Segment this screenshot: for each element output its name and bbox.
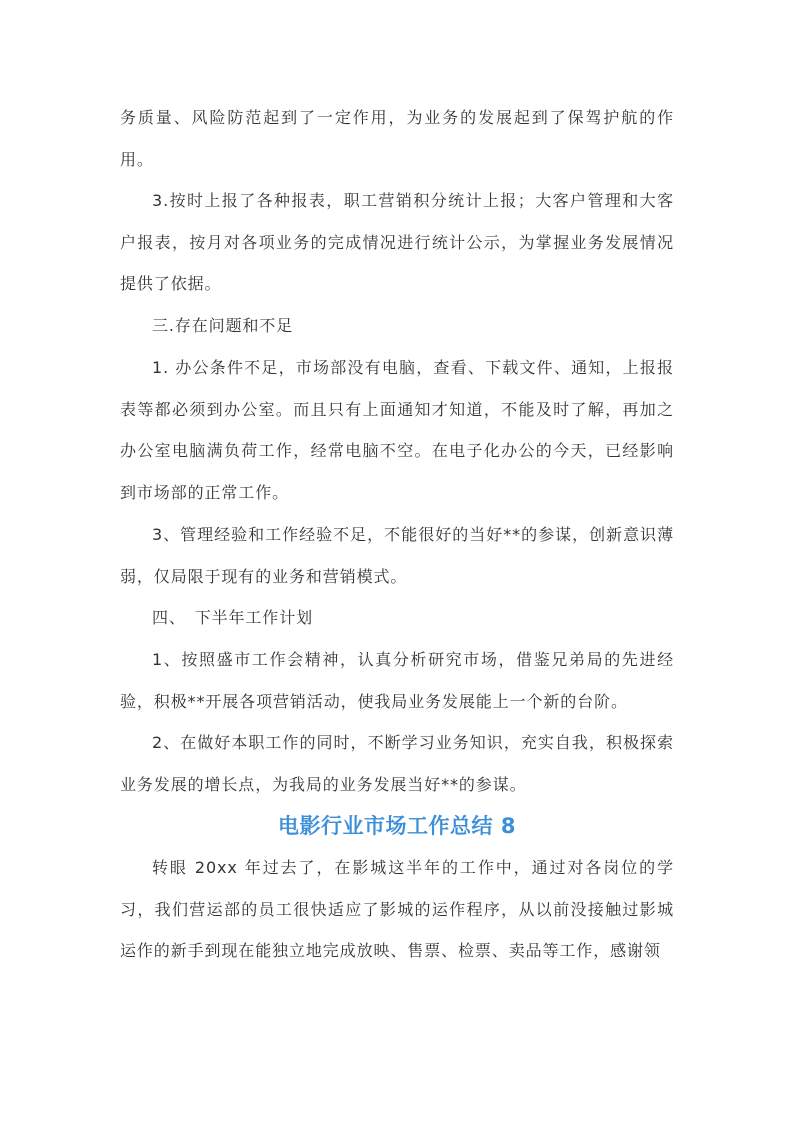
section-heading-plan: 四、 下半年工作计划 (152, 608, 314, 627)
paragraph-5: 1、按照盛市工作会精神，认真分析研究市场，借鉴兄弟局的先进经验，积极**开展各项营销活动，使我局业务发展能上一个新的台阶。 (120, 650, 674, 711)
paragraph-final: 转眼 20xx 年过去了，在影城这半年的工作中，通过对各岗位的学习，我们营运部的员工很快适应了影城的运作程序，从以前没接触过影城运作的新手到现在能独立地完成放映、售票、检票、卖品等工作，感谢领 (120, 858, 674, 960)
paragraph-6: 2、在做好本职工作的同时，不断学习业务知识，充实自我，积极探索业务发展的增长点，为我局的业务发展当好**的参谋。 (120, 733, 674, 794)
section-title: 电影行业市场工作总结 8 (278, 814, 516, 838)
paragraph-2: 3.按时上报了各种报表，职工营销积分统计上报；大客户管理和大客户报表，按月对各项业务的完成情况进行统计公示，为掌握业务发展情况提供了依据。 (120, 191, 674, 293)
paragraph-4: 3、管理经验和工作经验不足，不能很好的当好**的参谋，创新意识薄弱，仅局限于现有的业务和营销模式。 (120, 525, 674, 586)
paragraph-3: 1. 办公条件不足，市场部没有电脑，查看、下载文件、通知，上报报表等都必须到办公室。而且只有上面通知才知道，不能及时了解，再加之办公室电脑满负荷工作，经常电脑不空。在电子化办公的今天，已经影响到市场部的正常工作。 (120, 358, 674, 502)
section-heading-problems: 三.存在问题和不足 (152, 316, 294, 335)
paragraph-1: 务质量、风险防范起到了一定作用，为业务的发展起到了保驾护航的作用。 (120, 108, 674, 169)
